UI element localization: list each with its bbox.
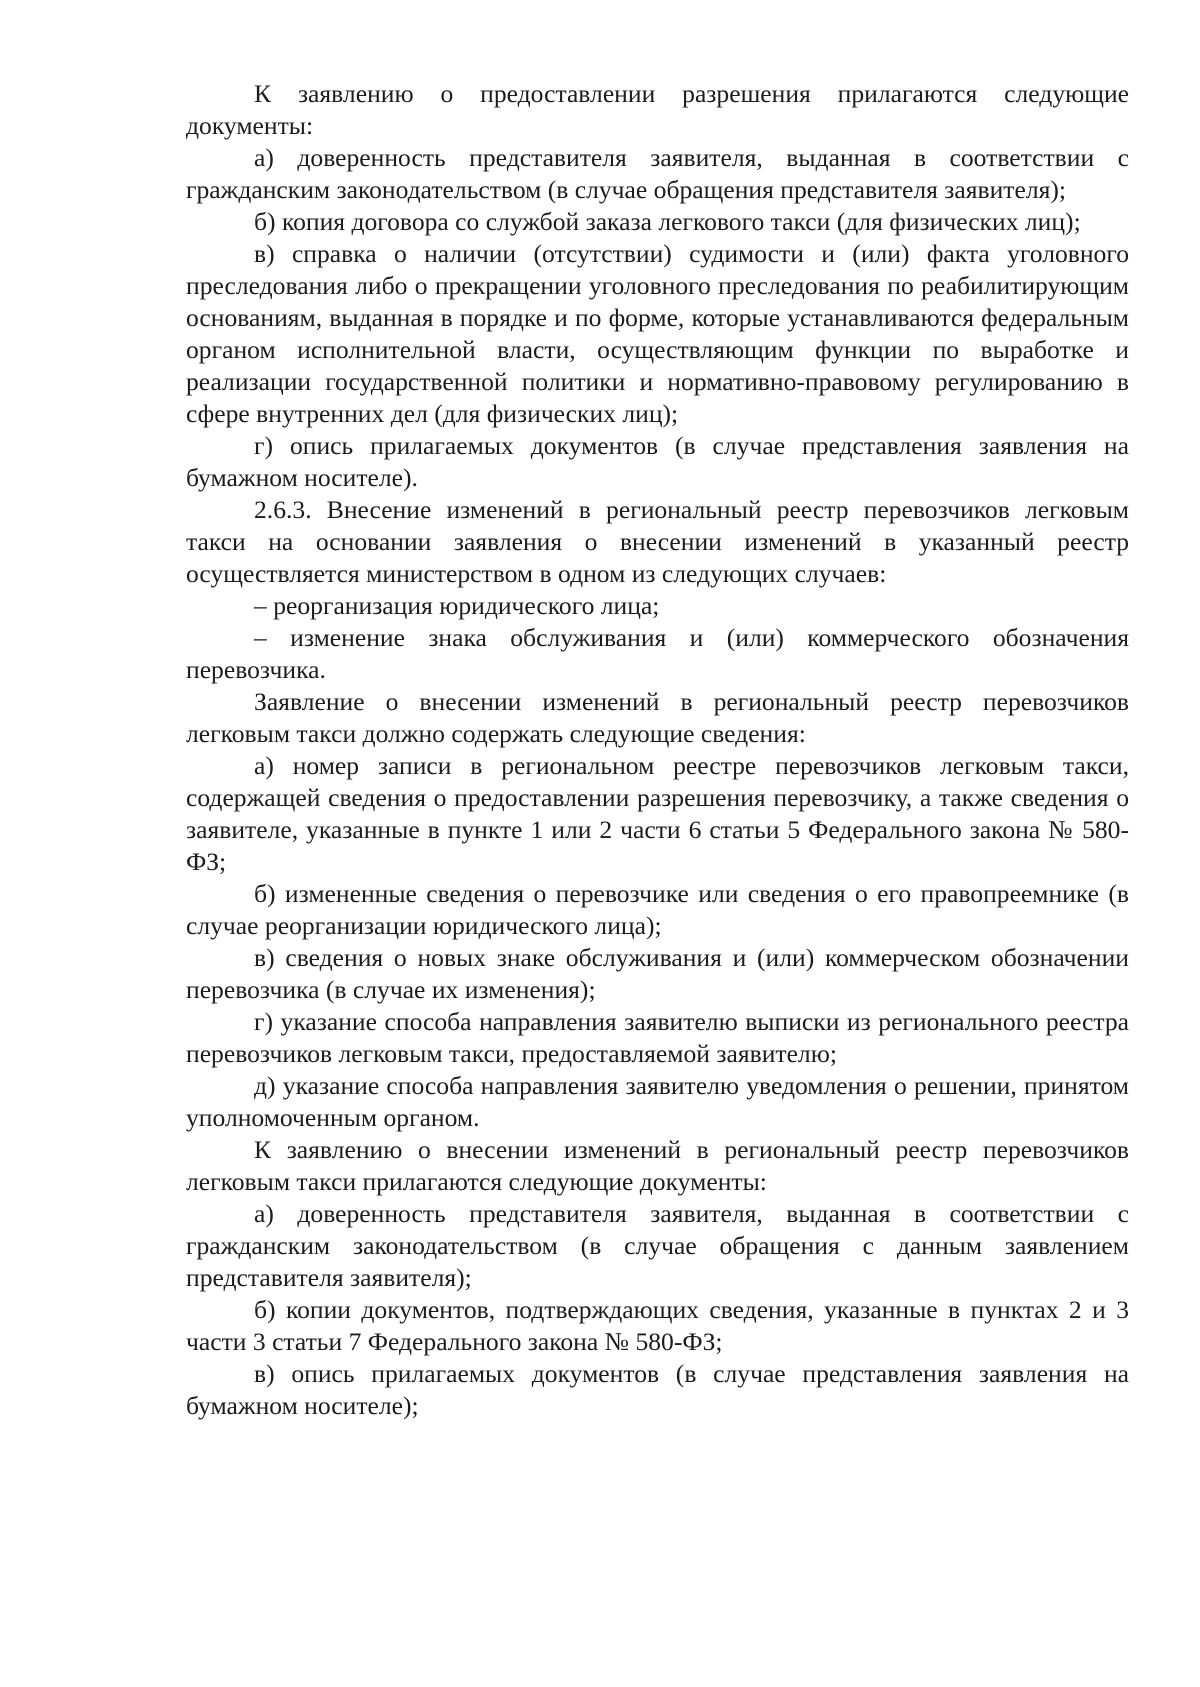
paragraph-content-b-changed-info: б) измененные сведения о перевозчике или сведения о его правопреемнике (в случае реорганизации юридического лица); (186, 879, 1129, 940)
paragraph-attachments-intro: К заявлению о предоставлении разрешения прилагаются следующие документы: (186, 79, 1129, 140)
document-body (186, 78, 1129, 1422)
paragraph-content-a-record-number: а) номер записи в региональном реестре перевозчиков легковым такси, содержащей сведения о предоставлении разрешения перевозчику, а также сведения о заявителе, указанные в пункте 1 или 2 части 6 статьи 5 Федерального закона № 580-ФЗ; (186, 751, 1129, 876)
paragraph-content-d-notification-method: д) указание способа направления заявителю уведомления о решении, принятом уполномоченным органом. (186, 1071, 1129, 1132)
paragraph-application-contents-intro: Заявление о внесении изменений в региональный реестр перевозчиков легковым такси должно содержать следующие сведения: (186, 687, 1129, 748)
paragraph-case-trademark-change: – изменение знака обслуживания и (или) коммерческого обозначения перевозчика. (186, 623, 1129, 684)
paragraph-case-reorganization: – реорганизация юридического лица; (254, 591, 660, 620)
paragraph-item-b-contract-copy: б) копия договора со службой заказа легкового такси (для физических лиц); (254, 207, 1081, 236)
paragraph-changes-attachments-intro: К заявлению о внесении изменений в региональный реестр перевозчиков легковым такси прилагаются следующие документы: (186, 1135, 1129, 1196)
paragraph-content-g-extract-method: г) указание способа направления заявителю выписки из регионального реестра перевозчиков легковым такси, предоставляемой заявителю; (186, 1007, 1129, 1068)
paragraph-item-v-criminal-record: в) справка о наличии (отсутствии) судимости и (или) факта уголовного преследования либо о прекращении уголовного преследования по реабилитирующим основаниям, выданная в порядке и по форме, которые устанавливаются федеральным органом исполнительной власти, осуществляющим функции по выработке и реализации государственной политики и нормативно-правовому регулированию в сфере внутренних дел (для физических лиц); (186, 239, 1129, 428)
paragraph-content-v-new-trademark: в) сведения о новых знаке обслуживания и (или) коммерческом обозначении перевозчика (в случае их изменения); (186, 943, 1129, 1004)
paragraph-item-g-inventory: г) опись прилагаемых документов (в случае представления заявления на бумажном носителе). (186, 431, 1129, 492)
paragraph-section-2-6-3: 2.6.3. Внесение изменений в региональный реестр перевозчиков легковым такси на основании заявления о внесении изменений в указанный реестр осуществляется министерством в одном из следующих случаев: (186, 495, 1129, 588)
paragraph-changes-item-a-power-of-attorney: а) доверенность представителя заявителя, выданная в соответствии с гражданским законодательством (в случае обращения с данным заявлением представителя заявителя); (186, 1199, 1129, 1292)
paragraph-changes-item-b-document-copies: б) копии документов, подтверждающих сведения, указанные в пунктах 2 и 3 части 3 статьи 7 Федерального закона № 580-ФЗ; (186, 1295, 1129, 1356)
paragraph-item-a-power-of-attorney: а) доверенность представителя заявителя, выданная в соответствии с гражданским законодательством (в случае обращения представителя заявителя); (186, 143, 1129, 204)
paragraph-changes-item-v-inventory: в) опись прилагаемых документов (в случае представления заявления на бумажном носителе); (186, 1359, 1129, 1420)
